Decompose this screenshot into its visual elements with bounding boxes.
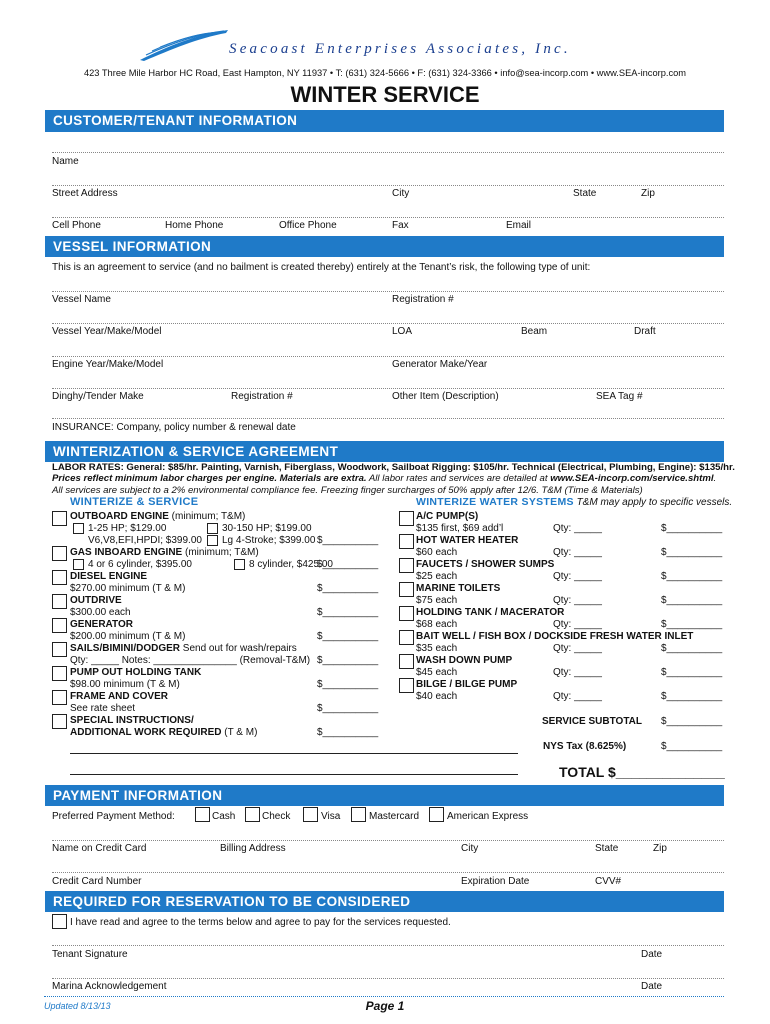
frame-cover-title: FRAME AND COVER <box>70 691 168 702</box>
visa-label: Visa <box>321 811 341 822</box>
marina-ack-label[interactable]: Marina Acknowledgement <box>52 981 167 992</box>
company-logo-swoosh <box>138 28 230 62</box>
generator-checkbox[interactable] <box>52 618 67 633</box>
diesel-amount[interactable]: $__________ <box>317 583 379 594</box>
frame-cover-checkbox[interactable] <box>52 690 67 705</box>
company-address: 423 Three Mile Harbor HC Road, East Hampton, NY 11937 • T: (631) 324-5666 • F: (631) 324-3366 • info@sea-incorp.com • www.SEA-incorp.com <box>83 68 687 78</box>
registration-label[interactable]: Registration # <box>392 294 454 305</box>
sails-line <box>70 643 297 655</box>
special-instructions-checkbox[interactable] <box>52 714 67 729</box>
office-phone-label[interactable]: Office Phone <box>279 220 337 231</box>
tenant-date-label[interactable]: Date <box>641 949 663 960</box>
field-line <box>52 217 724 218</box>
nys-tax-amount[interactable]: $__________ <box>661 741 723 752</box>
payment-state-label[interactable]: State <box>595 843 619 854</box>
diesel-checkbox[interactable] <box>52 570 67 585</box>
gas-inboard-line <box>70 547 259 559</box>
mastercard-checkbox[interactable] <box>351 807 366 822</box>
other-item-label[interactable]: Other Item (Description) <box>392 391 499 402</box>
zip-field-label[interactable]: Zip <box>641 188 655 199</box>
payment-zip-label[interactable]: Zip <box>653 843 667 854</box>
check-label: Check <box>262 811 291 822</box>
field-line <box>52 978 724 979</box>
field-line <box>52 840 724 841</box>
cash-label: Cash <box>212 811 236 822</box>
washdown-price: $45 each <box>416 667 458 678</box>
cvv-label[interactable]: CVV# <box>595 876 622 887</box>
draft-label[interactable]: Draft <box>634 326 656 337</box>
engine-ymm-label[interactable]: Engine Year/Make/Model <box>52 359 164 370</box>
bait-well-checkbox[interactable] <box>399 630 414 645</box>
beam-label[interactable]: Beam <box>521 326 548 337</box>
hot-water-price: $60 each <box>416 547 458 558</box>
tenant-signature-label[interactable]: Tenant Signature <box>52 949 128 960</box>
special-instructions-line-1[interactable] <box>70 753 518 754</box>
bait-well-amount[interactable]: $__________ <box>661 643 723 654</box>
total-amount[interactable]: TOTAL $______________ <box>559 764 725 780</box>
outboard-opt3: V6,V8,EFI,HPDI; $399.00 <box>88 535 202 546</box>
gas-opt2-checkbox[interactable] <box>234 559 245 570</box>
service-url-link[interactable]: www.SEA-incorp.com/service.shtml <box>550 473 714 484</box>
frame-cover-price: See rate sheet <box>70 703 136 714</box>
field-line <box>52 418 724 419</box>
toilets-amount[interactable]: $__________ <box>661 595 723 606</box>
additional-work-note: (T & M) <box>221 727 258 738</box>
pumpout-title: PUMP OUT HOLDING TANK <box>70 667 202 678</box>
holding-tank-checkbox[interactable] <box>399 606 414 621</box>
payment-method-label: Preferred Payment Method: <box>52 811 175 822</box>
labor-minimums <box>52 473 716 484</box>
toilets-title: MARINE TOILETS <box>416 583 501 594</box>
visa-checkbox[interactable] <box>303 807 318 822</box>
bilge-checkbox[interactable] <box>399 678 414 693</box>
field-line <box>52 152 724 153</box>
sea-tag-label[interactable]: SEA Tag # <box>596 391 643 402</box>
section-underline <box>45 131 724 132</box>
marina-date-label[interactable]: Date <box>641 981 663 992</box>
service-subtotal-label: SERVICE SUBTOTAL <box>542 716 643 727</box>
fax-label[interactable]: Fax <box>392 220 409 231</box>
special-instructions-title: SPECIAL INSTRUCTIONS/ <box>70 715 194 726</box>
outboard-engine-line <box>70 511 245 523</box>
bait-well-price: $35 each <box>416 643 458 654</box>
ac-pump-title: A/C PUMP(S) <box>416 511 479 522</box>
page-number: Page 1 <box>365 999 405 1013</box>
agreement-section-header: WINTERIZATION & SERVICE AGREEMENT <box>45 441 724 462</box>
faucets-title: FAUCETS / SHOWER SUMPS <box>416 559 555 570</box>
generator-label[interactable]: Generator Make/Year <box>392 359 488 370</box>
bait-well-title: BAIT WELL / FISH BOX / DOCKSIDE FRESH WATER INLET <box>416 631 694 642</box>
gas-opt2: 8 cylinder, $425.00 <box>249 559 333 570</box>
holding-tank-price: $68 each <box>416 619 458 630</box>
city-field-label[interactable]: City <box>392 188 410 199</box>
dinghy-registration-label[interactable]: Registration # <box>231 391 293 402</box>
ac-pump-checkbox[interactable] <box>399 511 414 526</box>
outboard-opt4-checkbox[interactable] <box>207 535 218 546</box>
sails-note: Send out for wash/repairs <box>180 643 297 654</box>
outdrive-amount[interactable]: $__________ <box>317 607 379 618</box>
toilets-price: $75 each <box>416 595 458 606</box>
bilge-title: BILGE / BILGE PUMP <box>416 679 518 690</box>
washdown-checkbox[interactable] <box>399 654 414 669</box>
service-subtotal-amount[interactable]: $__________ <box>661 716 723 727</box>
frame-cover-amount[interactable]: $__________ <box>317 703 379 714</box>
special-instructions-line-2[interactable] <box>70 774 518 775</box>
updated-date: Updated 8/13/13 <box>44 1001 111 1011</box>
vessel-section-header: VESSEL INFORMATION <box>45 236 724 257</box>
generator-price: $200.00 minimum (T & M) <box>70 631 186 642</box>
diesel-title: DIESEL ENGINE <box>70 571 148 582</box>
pumpout-price: $98.00 minimum (T & M) <box>70 679 180 690</box>
footer-divider <box>44 996 724 997</box>
bait-well-qty[interactable]: Qty: _____ <box>553 643 602 654</box>
field-line <box>52 323 724 324</box>
pumpout-amount[interactable]: $__________ <box>317 679 379 690</box>
gas-inboard-title: GAS INBOARD ENGINE <box>70 547 183 558</box>
toilets-qty[interactable]: Qty: _____ <box>553 595 602 606</box>
outdrive-title: OUTDRIVE <box>70 595 122 606</box>
outboard-checkbox[interactable] <box>52 511 67 526</box>
reservation-section-header: REQUIRED FOR RESERVATION TO BE CONSIDERED <box>45 891 724 912</box>
company-name: Seacoast Enterprises Associates, Inc. <box>229 41 571 57</box>
pumpout-checkbox[interactable] <box>52 666 67 681</box>
gas-opt1-checkbox[interactable] <box>73 559 84 570</box>
water-systems-note: T&M may apply to specific vessels. <box>573 497 733 508</box>
amex-checkbox[interactable] <box>429 807 444 822</box>
holding-tank-title: HOLDING TANK / MACERATOR <box>416 607 565 618</box>
payment-section-header: PAYMENT INFORMATION <box>45 785 724 806</box>
state-field-label[interactable]: State <box>573 188 597 199</box>
loa-label[interactable]: LOA <box>392 326 413 337</box>
form-title: WINTER SERVICE <box>290 82 480 107</box>
washdown-title: WASH DOWN PUMP <box>416 655 513 666</box>
ac-pump-price: $135 first, $69 add’l <box>416 523 504 534</box>
outboard-opt2-checkbox[interactable] <box>207 523 218 534</box>
special-amount[interactable]: $__________ <box>317 727 379 738</box>
home-phone-label[interactable]: Home Phone <box>165 220 224 231</box>
holding-tank-qty[interactable]: Qty: _____ <box>553 619 602 630</box>
ac-pump-amount[interactable]: $__________ <box>661 523 723 534</box>
agree-terms-text: I have read and agree to the terms below and agree to pay for the services requested. <box>70 917 451 928</box>
field-line <box>52 356 724 357</box>
faucets-price: $25 each <box>416 571 458 582</box>
additional-work-line <box>70 727 257 739</box>
field-line <box>52 291 724 292</box>
amex-label: American Express <box>447 811 529 822</box>
field-line <box>52 872 724 873</box>
labor-minimums-bold: Prices reflect minimum labor charges per engine. Materials are extra. <box>52 473 367 484</box>
outdrive-price: $300.00 each <box>70 607 131 618</box>
faucets-amount[interactable]: $__________ <box>661 571 723 582</box>
outdrive-checkbox[interactable] <box>52 594 67 609</box>
gas-inboard-minimum: (minimum; T&M) <box>182 547 259 558</box>
street-field-label[interactable]: Street Address <box>52 188 118 199</box>
dinghy-label[interactable]: Dinghy/Tender Make <box>52 391 144 402</box>
email-label[interactable]: Email <box>506 220 532 231</box>
generator-amount[interactable]: $__________ <box>317 631 379 642</box>
hot-water-checkbox[interactable] <box>399 534 414 549</box>
sails-checkbox[interactable] <box>52 642 67 657</box>
compliance-note: All services are subject to a 2% environmental compliance fee. Freezing finger surcharges of 50% apply after 12/6. T&M (Time & Materials) <box>52 485 643 496</box>
field-line <box>52 185 724 186</box>
agree-terms-checkbox[interactable] <box>52 914 67 929</box>
sails-qty-notes[interactable]: Qty: _____ Notes: _______________ (Removal-T&M) <box>70 655 311 666</box>
field-line <box>52 388 724 389</box>
nys-tax-label: NYS Tax (8.625%) <box>543 741 627 752</box>
card-name-label[interactable]: Name on Credit Card <box>52 843 147 854</box>
card-number-label[interactable]: Credit Card Number <box>52 876 142 887</box>
washdown-qty[interactable]: Qty: _____ <box>553 667 602 678</box>
labor-minimums-end: . <box>713 473 717 484</box>
outboard-opt4: Lg 4-Stroke; $399.00 <box>222 535 316 546</box>
bilge-qty[interactable]: Qty: _____ <box>553 691 602 702</box>
gas-amount[interactable]: $__________ <box>317 559 379 570</box>
faucets-checkbox[interactable] <box>399 558 414 573</box>
cash-checkbox[interactable] <box>195 807 210 822</box>
labor-rates: LABOR RATES: General: $85/hr. Painting, Varnish, Fiberglass, Woodwork, Sailboat Rigging: $105/hr. Technical (Electrical, Plumbing, Engine): $135/hr. <box>52 462 735 473</box>
labor-minimums-text: All labor rates and services are detailed at <box>366 473 551 484</box>
holding-tank-amount[interactable]: $__________ <box>661 619 723 630</box>
outboard-minimum: (minimum; T&M) <box>168 511 246 522</box>
vessel-ymm-label[interactable]: Vessel Year/Make/Model <box>52 326 162 337</box>
hot-water-amount[interactable]: $__________ <box>661 547 723 558</box>
expiration-label[interactable]: Expiration Date <box>461 876 530 887</box>
diesel-price: $270.00 minimum (T & M) <box>70 583 186 594</box>
outboard-opt1: 1-25 HP; $129.00 <box>88 523 167 534</box>
bilge-amount[interactable]: $__________ <box>661 691 723 702</box>
water-systems-subheading <box>416 496 732 508</box>
toilets-checkbox[interactable] <box>399 582 414 597</box>
gas-opt1: 4 or 6 cylinder, $395.00 <box>88 559 192 570</box>
field-line <box>52 945 724 946</box>
cell-phone-label[interactable]: Cell Phone <box>52 220 101 231</box>
vessel-name-label[interactable]: Vessel Name <box>52 294 111 305</box>
mastercard-label: Mastercard <box>369 811 420 822</box>
hot-water-title: HOT WATER HEATER <box>416 535 519 546</box>
customer-section-header: CUSTOMER/TENANT INFORMATION <box>45 110 724 131</box>
outboard-opt2: 30-150 HP; $199.00 <box>222 523 312 534</box>
sails-title: SAILS/BIMINI/DODGER <box>70 643 181 654</box>
outboard-amount[interactable]: $__________ <box>317 535 379 546</box>
outboard-opt1-checkbox[interactable] <box>73 523 84 534</box>
payment-city-label[interactable]: City <box>461 843 479 854</box>
billing-address-label[interactable]: Billing Address <box>220 843 286 854</box>
hot-water-qty[interactable]: Qty: _____ <box>553 547 602 558</box>
additional-work-title: ADDITIONAL WORK REQUIRED <box>70 727 222 738</box>
generator-title: GENERATOR <box>70 619 133 630</box>
name-field-label[interactable]: Name <box>52 156 79 167</box>
bilge-price: $40 each <box>416 691 458 702</box>
outboard-engine-title: OUTBOARD ENGINE <box>70 511 169 522</box>
insurance-label[interactable]: INSURANCE: Company, policy number & renewal date <box>52 422 296 433</box>
washdown-amount[interactable]: $__________ <box>661 667 723 678</box>
check-checkbox[interactable] <box>245 807 260 822</box>
winterize-service-subheading: WINTERIZE & SERVICE <box>70 496 199 508</box>
faucets-qty[interactable]: Qty: _____ <box>553 571 602 582</box>
sails-amount[interactable]: $__________ <box>317 655 379 666</box>
vessel-intro: This is an agreement to service (and no bailment is created thereby) entirely at the Tenant’s risk, the following type of unit: <box>52 262 591 273</box>
ac-pump-qty[interactable]: Qty: _____ <box>553 523 602 534</box>
water-systems-title: WINTERIZE WATER SYSTEMS <box>416 496 574 508</box>
gas-inboard-checkbox[interactable] <box>52 546 67 561</box>
